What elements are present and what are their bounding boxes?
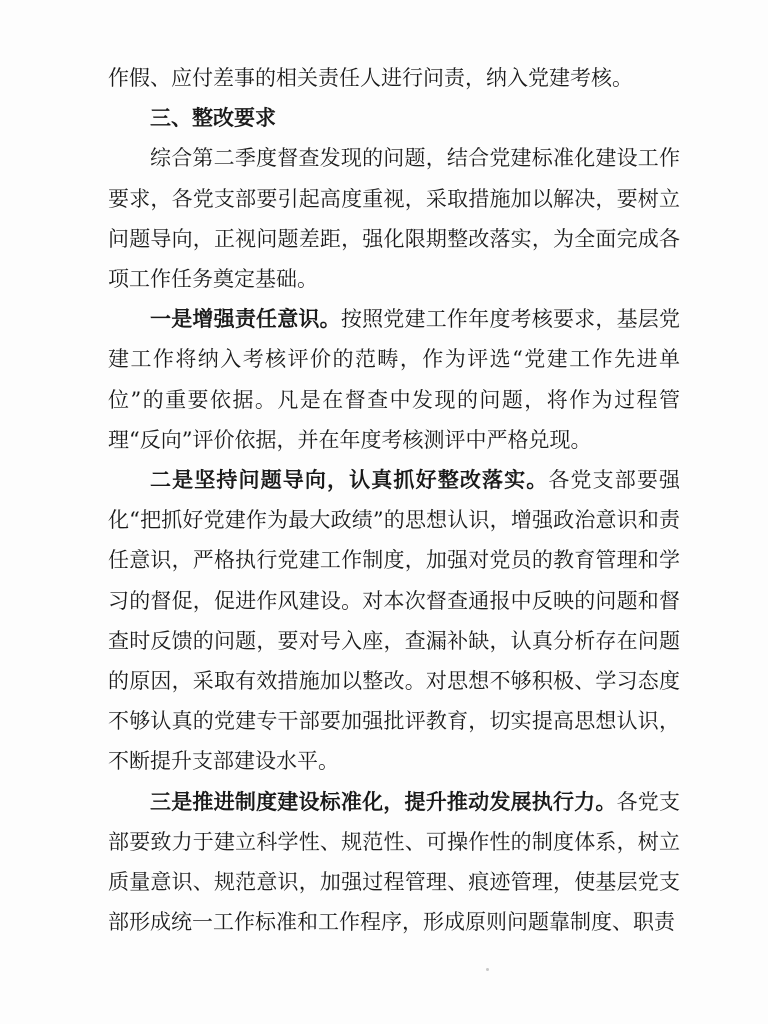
item-1-paragraph [108, 299, 680, 460]
section-heading: 三、整改要求 [150, 106, 276, 131]
item-3-paragraph [108, 782, 680, 943]
item-1-body: 按照党建工作年度考核要求，基层党建工作将纳入考核评价的范畴，作为评选“党建工作先进单位”的重要依据。凡是在督查中发现的问题，将作为过程管理“反向”评价依据，并在年度考核测评中严格兑现。 [108, 307, 680, 452]
item-2-paragraph [108, 460, 680, 782]
item-2-lead: 二是坚持问题导向，认真抓好整改落实。 [150, 468, 549, 493]
item-3-body: 各党支部要致力于建立科学性、规范性、可操作性的制度体系，树立质量意识、规范意识，加强过程管理、痕迹管理，使基层党支部形成统一工作标准和工作程序，形成原则问题靠制度、职责 [108, 789, 681, 935]
scan-speck [486, 968, 489, 971]
intro-paragraph: 综合第二季度督查发现的问题，结合党建标准化建设工作要求，各党支部要引起高度重视，采取措施加以解决，要树立问题导向，正视问题差距，强化限期整改落实，为全面完成各项工作任务奠定基础。 [108, 146, 680, 292]
continuation-paragraph: 作假、应付差事的相关责任人进行问责，纳入党建考核。 [108, 66, 633, 90]
item-1-lead: 一是增强责任意识。 [150, 307, 341, 332]
item-2-body: 各党支部要强化“把抓好党建作为最大政绩”的思想认识，增强政治意识和责任意识，严格执行党建工作制度，加强对党员的教育管理和学习的督促，促进作风建设。对本次督查通报中反映的问题和督查时反馈的问题，要对号入座，查漏补缺，认真分析存在问题的原因，采取有效措施加以整改。对思想不够积极、学习态度不够认真的党建专干部要加强批评教育，切实提高思想认识，不断提升支部建设水平。 [108, 468, 681, 774]
document-body [108, 58, 680, 942]
item-3-lead: 三是推进制度建设标准化，提升推动发展执行力。 [150, 789, 617, 814]
